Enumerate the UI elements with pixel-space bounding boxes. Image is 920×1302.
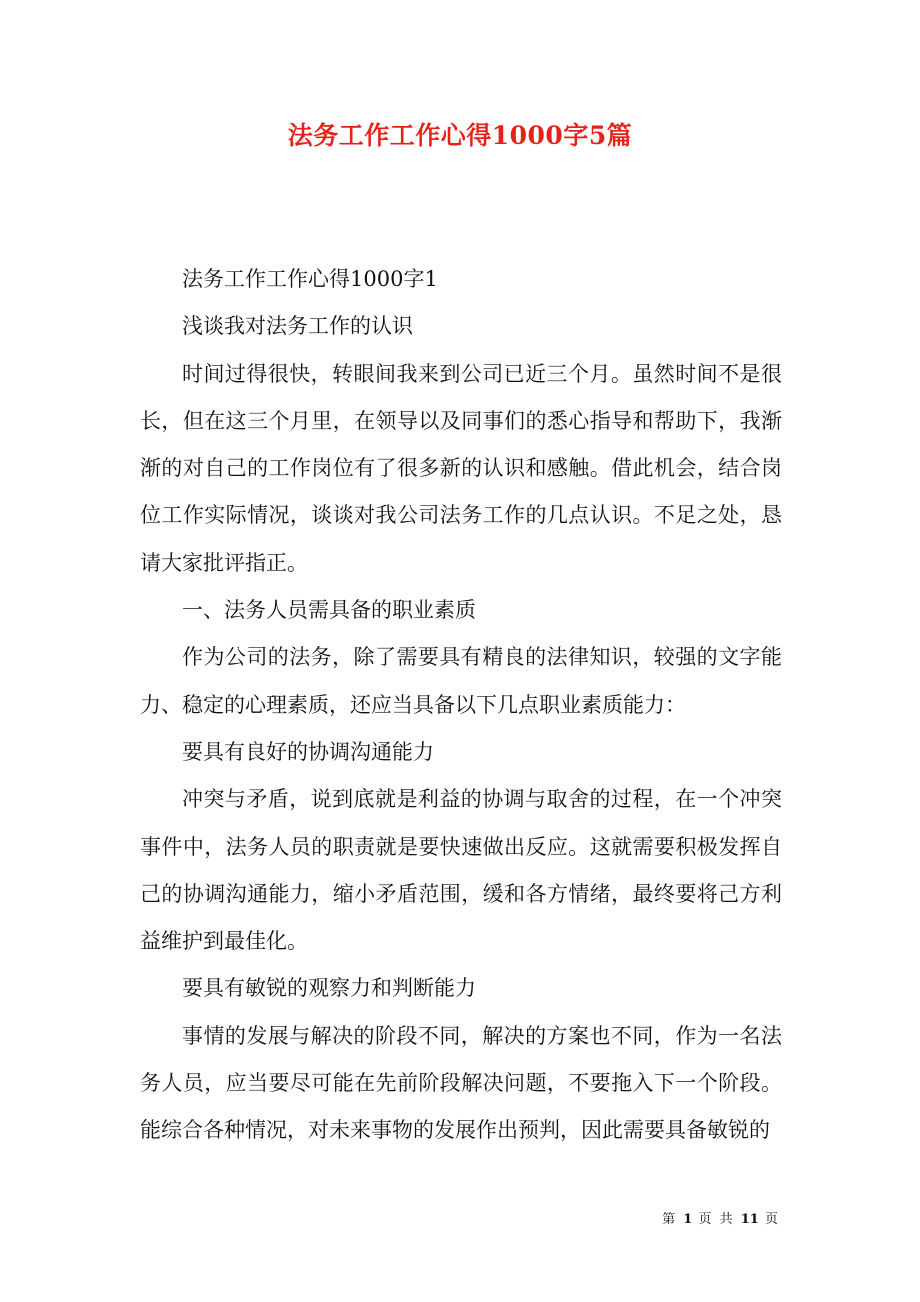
- article-subtitle: 浅谈我对法务工作的认识: [182, 314, 413, 339]
- body-paragraph: 时间过得很快，转眼间我来到公司已近三个月。虽然时间不是很长，但在这三个月里，在领导以及同事们的悉心指导和帮助下，我渐渐的对自己的工作岗位有了很多新的认识和感触。借此机会，结合岗位工作实际情况，谈谈对我公司法务工作的几点认识。不足之处，恳请大家批评指正。: [140, 361, 782, 575]
- document-body: [140, 256, 782, 1155]
- page-number-footer: [662, 1208, 780, 1227]
- point-heading: 要具有良好的协调沟通能力: [182, 739, 434, 764]
- section-heading: 法务工作工作心得1000字1: [182, 267, 438, 291]
- total-pages-number: 11: [740, 1212, 759, 1227]
- footer-suffix: 页: [764, 1212, 780, 1227]
- point-heading: 要具有敏锐的观察力和判断能力: [182, 976, 476, 1001]
- body-paragraph: 冲突与矛盾，说到底就是利益的协调与取舍的过程，在一个冲突事件中，法务人员的职责就是要快速做出反应。这就需要积极发挥自己的协调沟通能力，缩小矛盾范围，缓和各方情绪，最终要将己方利益维护到最佳化。: [140, 787, 782, 954]
- page-title: 法务工作工作心得1000字5篇: [287, 121, 633, 150]
- footer-middle: 页 共: [698, 1212, 735, 1227]
- footer-prefix: 第: [662, 1212, 678, 1227]
- subsection-heading: 一、法务人员需具备的职业素质: [182, 598, 476, 623]
- body-paragraph: 作为公司的法务，除了需要具有精良的法律知识，较强的文字能力、稳定的心理素质，还应当具备以下几点职业素质能力：: [140, 645, 782, 717]
- body-paragraph: 事情的发展与解决的阶段不同，解决的方案也不同，作为一名法务人员，应当要尽可能在先前阶段解决问题，不要拖入下一个阶段。能综合各种情况，对未来事物的发展作出预判，因此需要具备敏锐的: [140, 1023, 782, 1143]
- current-page-number: 1: [683, 1212, 693, 1227]
